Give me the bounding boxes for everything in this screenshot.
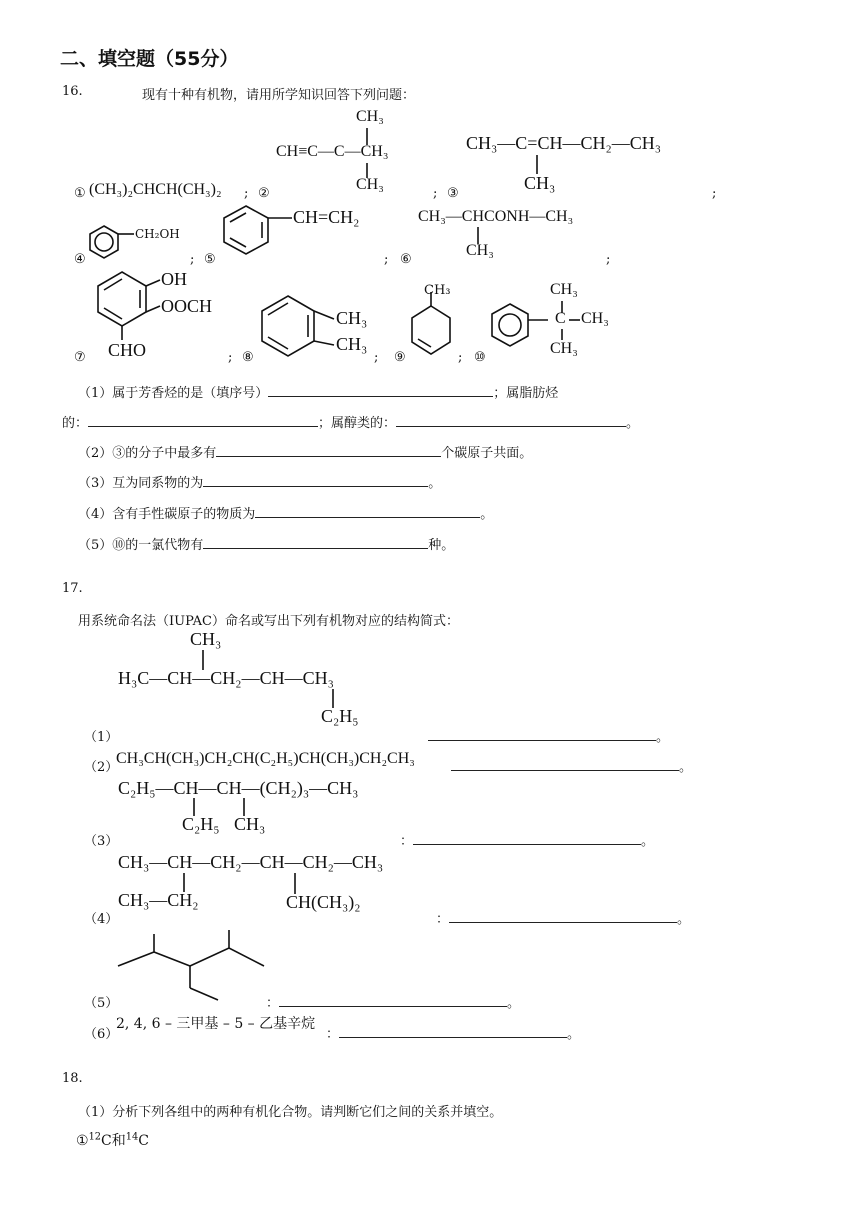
s4-main-chain: CH₃—CH—CH₂—CH—CH₂—CH₃ — [118, 852, 384, 872]
q18-item-1: ①$^{12}$C和$^{14}$C — [76, 1131, 149, 1149]
s3-methyl: CH₃ — [234, 814, 266, 834]
label-7: ⑦ — [74, 350, 86, 365]
s4-label: （4） — [84, 912, 119, 927]
sep-5: ; — [384, 252, 389, 267]
sep-3: ; — [712, 186, 717, 201]
q16-p1-prompt: （1）属于芳香烃的是（填序号） ；属脂肪烃 — [78, 382, 558, 401]
c2-top-methyl: CH₃ — [356, 108, 384, 125]
answer-blank-17-6[interactable] — [339, 1023, 567, 1038]
s1-label: （1） — [84, 730, 119, 745]
c10-bottom-methyl: CH₃ — [550, 340, 578, 357]
c7-hydroxyl: OH — [161, 269, 187, 289]
c6-main-chain: CH₃—CHCONH—CH₃ — [418, 208, 574, 225]
sep-6: ; — [606, 252, 611, 267]
c10-quaternary-c: C — [555, 310, 566, 327]
s5-label: （5） — [84, 996, 119, 1011]
s4-ethyl: CH₃—CH₂ — [118, 890, 199, 910]
c3-main-chain: CH₃—C=CH—CH₂—CH₃ — [466, 133, 662, 153]
q16-p3-prompt: （3）互为同系物的为 。 — [78, 472, 441, 491]
label-2: ② — [258, 186, 270, 201]
section-title: 二、填空题（55分） — [60, 48, 239, 70]
c9-methyl: CH₃ — [424, 283, 451, 298]
s6-label: （6） — [84, 1027, 119, 1042]
q16-p2-prompt: （2）③的分子中最多有 个碳原子共面。 — [78, 442, 532, 461]
c5-substituent: CH=CH₂ — [293, 207, 360, 227]
sep-2: ; — [433, 186, 438, 201]
s1-top-methyl: CH₃ — [190, 629, 222, 649]
c6-bottom-methyl: CH₃ — [466, 242, 494, 259]
sep-7: ; — [228, 350, 233, 365]
s4-isopropyl: CH(CH₃)₂ — [286, 892, 361, 912]
c7-aldehyde: CHO — [108, 340, 147, 360]
answer-blank-17-5[interactable] — [279, 992, 507, 1007]
c2-bottom-methyl: CH₃ — [356, 176, 384, 193]
c8-methyl-2: CH₃ — [336, 334, 368, 354]
s3-main-chain: C₂H₅—CH—CH—(CH₂)₃—CH₃ — [118, 778, 359, 798]
question-18-intro: （1）分析下列各组中的两种有机化合物。请判断它们之间的关系并填空。 — [78, 1105, 503, 1120]
c10-top-methyl: CH₃ — [550, 281, 578, 298]
sep-1: ; — [244, 186, 249, 201]
label-8: ⑧ — [242, 350, 254, 365]
c8-methyl-1: CH₃ — [336, 308, 368, 328]
s1-main-chain: H₃C—CH—CH₂—CH—CH₃ — [118, 668, 334, 688]
s2-formula: CH₃CH(CH₃)CH₂CH(C₂H₅)CH(CH₃)CH₂CH₃ — [116, 750, 415, 767]
c3-bottom-methyl: CH₃ — [524, 173, 556, 193]
sep-4: ; — [190, 252, 195, 267]
c2-main-chain: CH≡C—C—CH₃ — [276, 143, 389, 160]
q16-p1-line2: 的： ；属醇类的： 。 — [62, 412, 639, 431]
s2-label: （2） — [84, 760, 119, 775]
c10-right-methyl: CH₃ — [581, 310, 609, 327]
s2-answer-row: 。 — [451, 756, 692, 775]
question-16-number: 16. — [62, 84, 83, 99]
s5-answer-row: ： 。 — [266, 992, 520, 1011]
question-17-number: 17. — [62, 581, 83, 596]
s3-ethyl: C₂H₅ — [182, 814, 220, 834]
q16-p4-prompt: （4）含有手性碳原子的物质为 。 — [78, 503, 493, 522]
question-17-intro: 用系统命名法（IUPAC）命名或写出下列有机物对应的结构简式： — [78, 614, 459, 629]
s3-answer-row: ： 。 — [400, 830, 654, 849]
s6-compound-name: 2, 4, 6 – 三甲基 – 5 – 乙基辛烷 — [116, 1016, 316, 1032]
label-3: ③ — [447, 186, 459, 201]
label-4: ④ — [74, 252, 86, 267]
label-6: ⑥ — [400, 252, 412, 267]
s1-answer-row: 。 — [428, 726, 669, 745]
label-1: ① — [74, 186, 86, 201]
label-10: ⑩ — [474, 350, 486, 365]
q16-p5-prompt: （5）⑩的一氯代物有 种。 — [78, 534, 454, 553]
s1-ethyl: C₂H₅ — [321, 706, 359, 726]
c7-formate: OOCH — [161, 296, 213, 316]
s3-label: （3） — [84, 834, 119, 849]
sep-8: ; — [374, 350, 379, 365]
question-16-intro: 现有十种有机物，请用所学知识回答下列问题： — [142, 88, 416, 103]
c1-formula: (CH₃)₂CHCH(CH₃)₂ — [89, 181, 222, 198]
s6-answer-row: ： 。 — [326, 1023, 580, 1042]
label-9: ⑨ — [394, 350, 406, 365]
s4-answer-row: ： 。 — [436, 908, 690, 927]
c4-substituent: CH₂OH — [135, 227, 180, 241]
question-18-number: 18. — [62, 1071, 83, 1086]
label-5: ⑤ — [204, 252, 216, 267]
sep-9: ; — [458, 350, 463, 365]
